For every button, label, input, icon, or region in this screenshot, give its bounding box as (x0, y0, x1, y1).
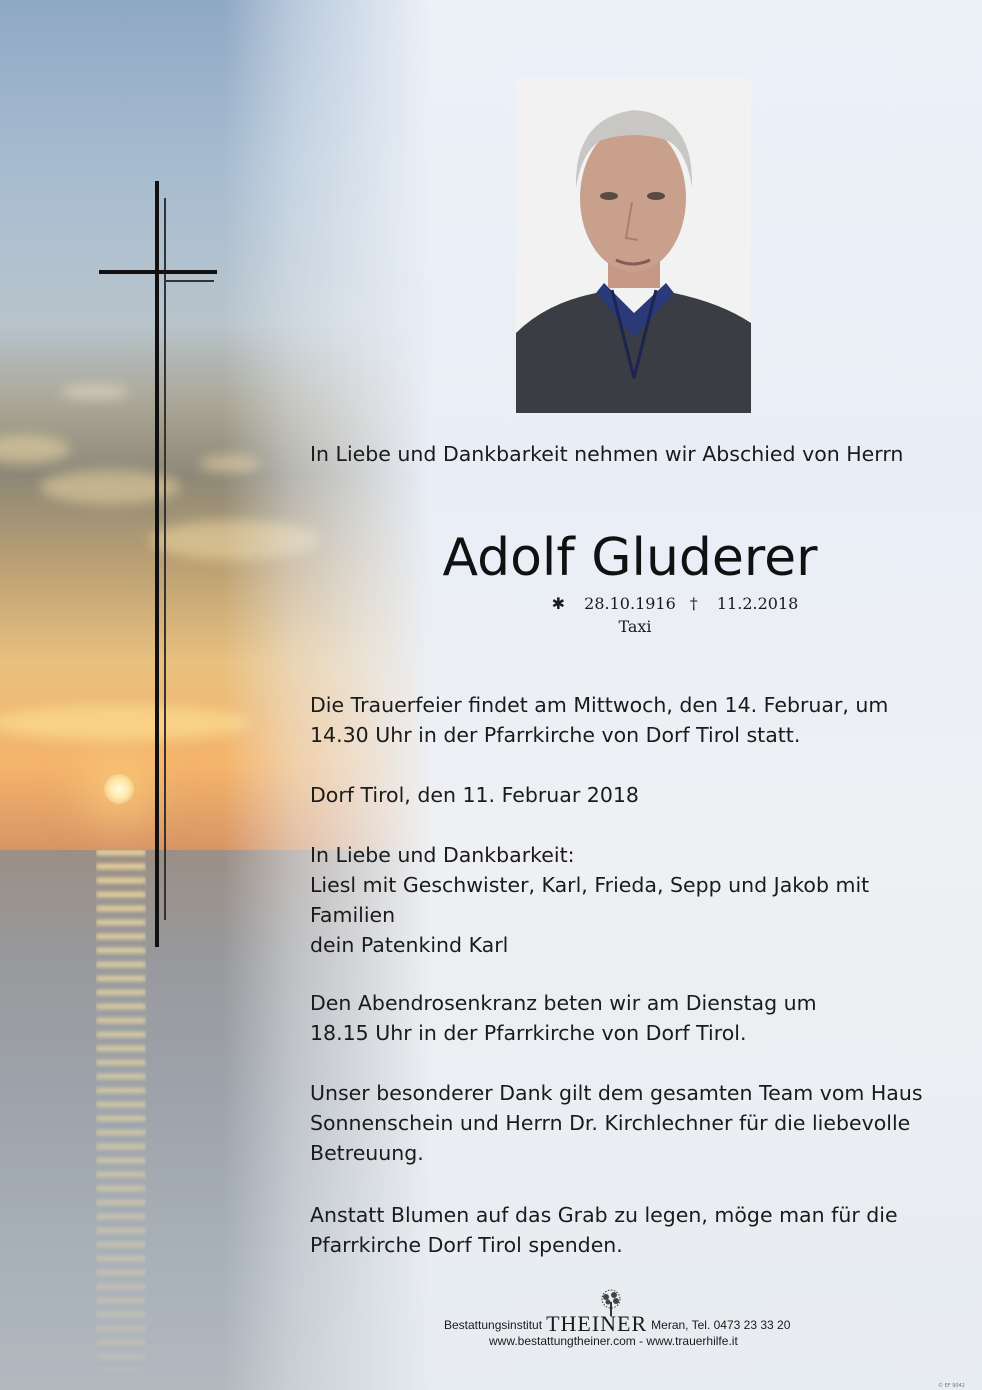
paragraph-mourners (310, 840, 930, 960)
text-line: Unser besonderer Dank gilt dem gesamten Team vom Haus (310, 1081, 923, 1105)
occupation: Taxi (618, 617, 652, 636)
birth-date (552, 594, 676, 613)
cross-horizontal-shadow (164, 280, 214, 282)
text-line: Die Trauerfeier findet am Mittwoch, den 14. Februar, um (310, 693, 889, 717)
text-line: dein Patenkind Karl (310, 933, 509, 957)
paragraph-thanks (310, 1078, 930, 1168)
cloud (60, 385, 130, 399)
cloud (200, 455, 260, 473)
cloud (150, 520, 320, 560)
text-line: 18.15 Uhr in der Pfarrkirche von Dorf Tirol. (310, 1021, 747, 1045)
footer-company (444, 1311, 844, 1336)
template-code: © EF 9042 (938, 1383, 965, 1389)
text-line: Pfarrkirche Dorf Tirol spenden. (310, 1233, 623, 1257)
text-line: Betreuung. (310, 1141, 424, 1165)
footer-brand: THEINER (546, 1311, 648, 1336)
footer-prefix: Bestattungsinstitut (444, 1318, 543, 1332)
cross-vertical-bar (155, 181, 159, 947)
intro-text: In Liebe und Dankbarkeit nehmen wir Abschied von Herrn (310, 442, 904, 466)
cross-vertical-shadow (164, 198, 166, 920)
death-date-value: 11.2.2018 (716, 594, 799, 613)
birth-symbol: ✱ (551, 594, 566, 613)
sun-reflection (96, 850, 146, 1370)
name-text: Adolf Gluderer (442, 528, 818, 588)
footer-contact: Meran, Tel. 0473 23 33 20 (651, 1318, 791, 1332)
text-line: Familien (310, 903, 396, 927)
paragraph-rosary (310, 988, 930, 1048)
portrait-illustration (516, 78, 751, 413)
text-line: Anstatt Blumen auf das Grab zu legen, möge man für die (310, 1203, 898, 1227)
death-symbol: † (689, 594, 698, 613)
text-line: Dorf Tirol, den 11. Februar 2018 (310, 783, 639, 807)
deceased-name (310, 522, 950, 594)
birth-date-value: 28.10.1916 (584, 594, 676, 613)
cloud (0, 705, 250, 741)
cloud (40, 470, 180, 504)
text-line: In Liebe und Dankbarkeit: (310, 843, 575, 867)
life-dates (490, 594, 860, 614)
sun (104, 774, 134, 804)
text-line: 14.30 Uhr in der Pfarrkirche von Dorf Tirol statt. (310, 723, 801, 747)
footer-websites: www.bestattungtheiner.com - www.trauerhilfe.it (489, 1334, 738, 1348)
text-line: Den Abendrosenkranz beten wir am Dienstag um (310, 991, 817, 1015)
cross-horizontal-bar (99, 270, 217, 274)
paragraph-ceremony (310, 690, 930, 750)
death-date (690, 594, 799, 613)
portrait-photo (516, 78, 751, 413)
text-line: Sonnenschein und Herrn Dr. Kirchlechner für die liebevolle (310, 1111, 911, 1135)
paragraph-donation (310, 1200, 930, 1260)
paragraph-place-date (310, 780, 930, 810)
text-line: Liesl mit Geschwister, Karl, Frieda, Sepp und Jakob mit (310, 873, 870, 897)
